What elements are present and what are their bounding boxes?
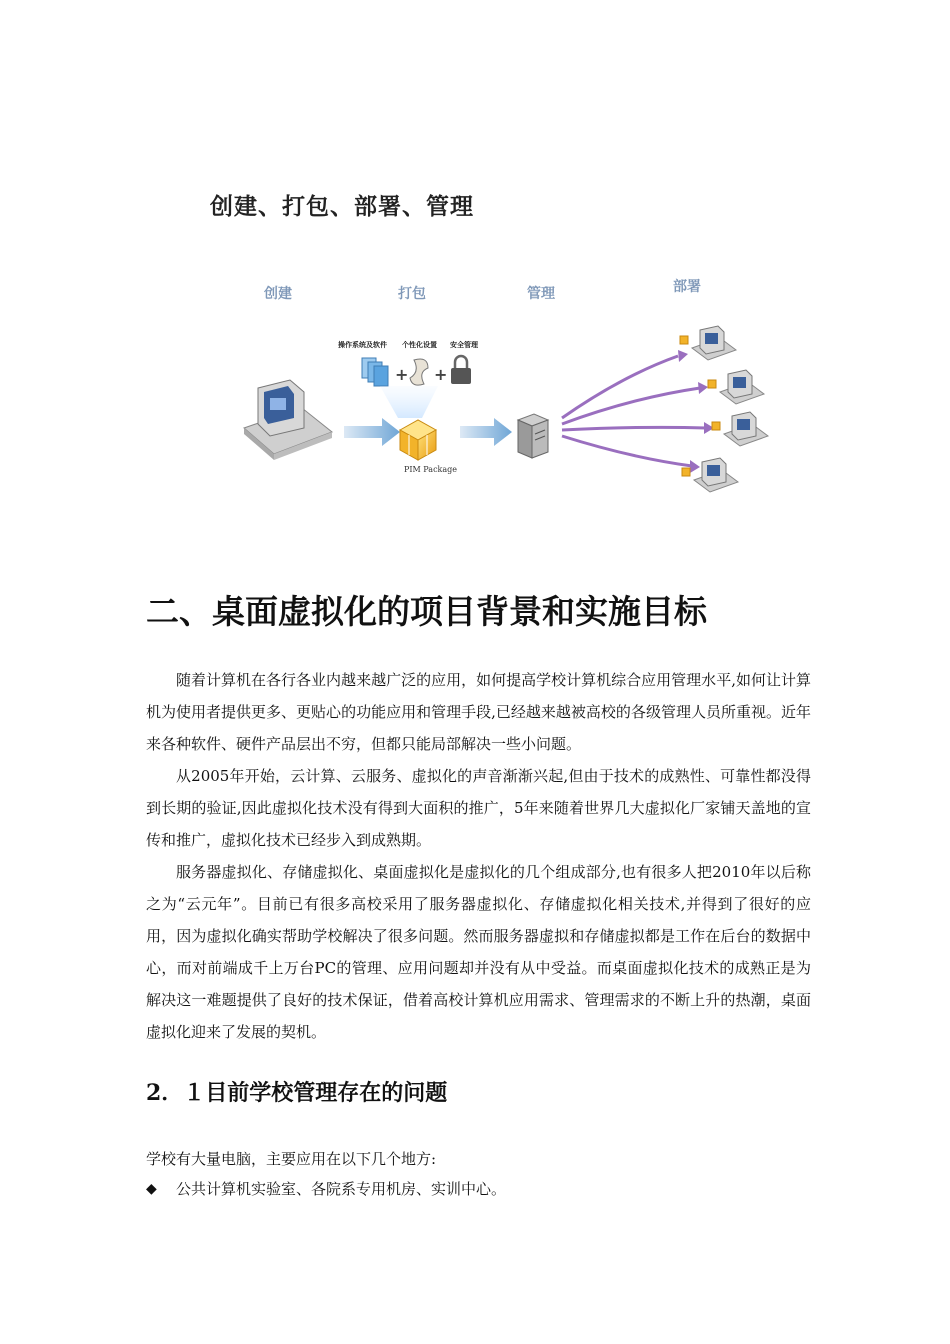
list-item [146, 1178, 506, 1199]
light-beam [380, 386, 438, 418]
list-item-text: 公共计算机实验室、各院系专用机房、实训中心。 [176, 1180, 507, 1198]
scroll-icon [410, 359, 428, 385]
plus-icon: + [395, 365, 409, 384]
subsection-heading: 2．１目前学校管理存在的问题 [146, 1080, 448, 1106]
diamond-bullet-icon: ◆ [146, 1180, 157, 1197]
component-label-os: 操作系统及软件 [338, 341, 387, 349]
desktop-computer-icon [244, 380, 332, 460]
stage-label-create: 创建 [264, 286, 292, 302]
paragraph: 从2005年开始，云计算、云服务、虚拟化的声音渐渐兴起,但由于技术的成熟性、可靠性都没得到长期的验证,因此虚拟化技术没有得到大面积的推广，5年来随着世界几大虚拟化厂家铺天盖地的宣传和推广，虚拟化技术已经步入到成熟期。 [146, 767, 811, 849]
deploy-arrows [562, 356, 706, 466]
package-box-icon [400, 420, 436, 460]
server-icon [518, 414, 548, 458]
paragraph: 随着计算机在各行各业内越来越广泛的应用，如何提高学校计算机综合应用管理水平,如何让计算机为使用者提供更多、更贴心的功能应用和管理手段,已经越来越被高校的各级管理人员所重视。近年来各种软件、硬件产品层出不穷，但都只能局部解决一些小问题。 [146, 671, 811, 753]
stage-label-manage: 管理 [527, 286, 555, 302]
arrow-right-icon [460, 418, 512, 446]
client-computer-icon [680, 326, 736, 360]
layers-icon [362, 358, 388, 386]
package-label: PIM Package [404, 465, 458, 474]
figure-caption: 创建、打包、部署、管理 [210, 194, 474, 220]
client-computer-icon [712, 412, 768, 446]
arrowhead-icon [690, 460, 700, 473]
stage-label-package: 打包 [398, 286, 426, 302]
section-body [146, 664, 811, 1048]
workflow-diagram [232, 268, 792, 508]
arrowhead-icon [678, 350, 688, 362]
component-label-personal: 个性化设置 [402, 341, 437, 349]
section-heading: 二、桌面虚拟化的项目背景和实施目标 [146, 592, 707, 631]
component-label-security: 安全管理 [450, 341, 478, 349]
client-computer-icon [708, 370, 764, 404]
arrowhead-icon [698, 382, 708, 394]
lock-icon [451, 356, 471, 384]
plus-icon: + [434, 365, 448, 384]
arrow-right-icon [344, 418, 400, 446]
subsection-intro: 学校有大量电脑，主要应用在以下几个地方: [146, 1150, 437, 1168]
stage-label-deploy: 部署 [673, 279, 701, 295]
paragraph: 服务器虚拟化、存储虚拟化、桌面虚拟化是虚拟化的几个组成部分,也有很多人把2010年以后称之为“云元年”。目前已有很多高校采用了服务器虚拟化、存储虚拟化相关技术,并得到了很好的应用，因为虚拟化确实帮助学校解决了很多问题。然而服务器虚拟和存储虚拟都是工作在后台的数据中心，而对前端成千上万台PC的管理、应用问题却并没有从中受益。而桌面虚拟化技术的成熟正是为解决这一难题提供了良好的技术保证，借着高校计算机应用需求、管理需求的不断上升的热潮，桌面虚拟化迎来了发展的契机。 [146, 863, 811, 1041]
